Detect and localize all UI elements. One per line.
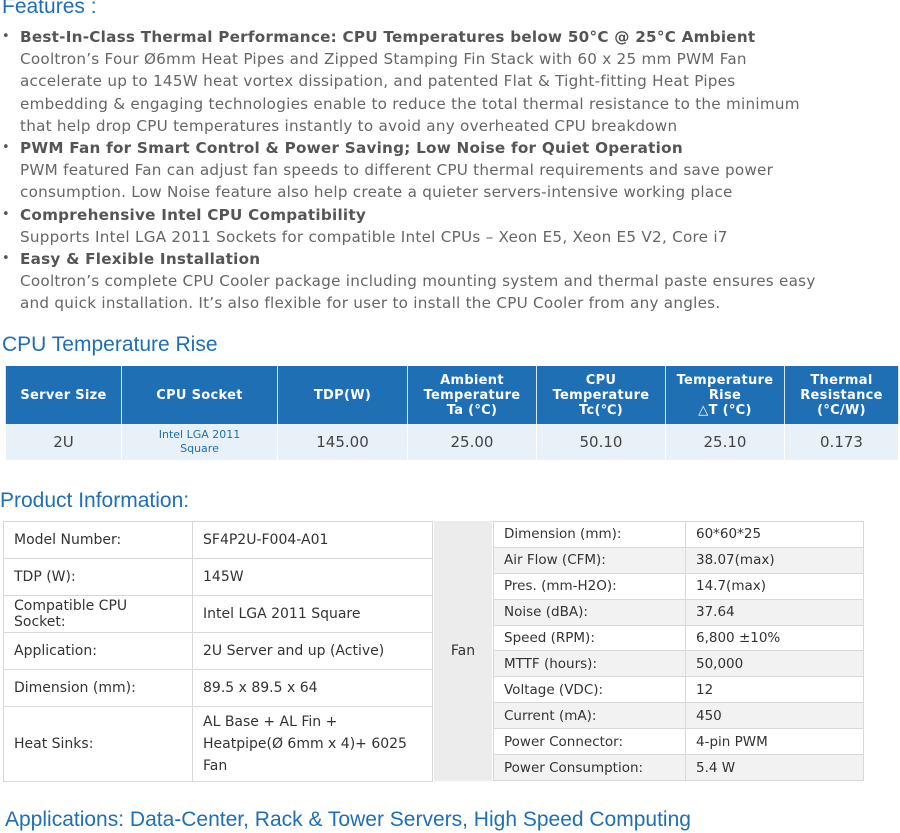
table-row (4, 633, 433, 670)
table-header-row (6, 366, 899, 424)
fan-spec-value: 14.7(max) (686, 573, 864, 599)
cell-temp-rise: 25.10 (666, 424, 785, 460)
feature-title: Comprehensive Intel CPU Compatibility (20, 205, 367, 224)
fan-spec-label: Speed (RPM): (494, 625, 686, 651)
header-thermal-resistance: Thermal Resistance (°C/W) (785, 366, 899, 424)
spec-value: 2U Server and up (Active) (193, 633, 433, 670)
header-tdp: TDP(W) (278, 366, 408, 424)
bullet-icon: • (2, 206, 10, 222)
fan-spec-value: 4-pin PWM (686, 729, 864, 755)
bullet-icon: • (2, 251, 10, 267)
product-spec-table (3, 521, 433, 782)
spec-label: Compatible CPU Socket: (4, 596, 193, 633)
fan-spec-value: 37.64 (686, 599, 864, 625)
feature-item (0, 204, 900, 248)
spec-value: SF4P2U-F004-A01 (193, 522, 433, 559)
fan-spec-label: Air Flow (CFM): (494, 547, 686, 573)
header-temp-rise: Temperature Rise △T (°C) (666, 366, 785, 424)
feature-title: PWM Fan for Smart Control & Power Saving; Low Noise for Quiet Operation (20, 139, 683, 158)
cell-tdp: 145.00 (278, 424, 408, 460)
fan-spec-label: Power Consumption: (494, 755, 686, 781)
temperature-table (5, 366, 899, 460)
fan-label: Fan (434, 521, 492, 781)
fan-spec-value: 38.07(max) (686, 547, 864, 573)
cell-server-size: 2U (6, 424, 122, 460)
cell-thermal-resistance: 0.173 (785, 424, 899, 460)
table-row (494, 729, 864, 755)
fan-spec-label: Power Connector: (494, 729, 686, 755)
fan-spec-value: 6,800 ±10% (686, 625, 864, 651)
table-row (494, 573, 864, 599)
features-list (0, 26, 900, 315)
spec-label: Dimension (mm): (4, 670, 193, 707)
table-row (494, 651, 864, 677)
table-row (494, 599, 864, 625)
fan-spec-table (493, 521, 864, 781)
spec-value: AL Base + AL Fin + Heatpipe(Ø 6mm x 4)+ 6025 Fan (193, 707, 433, 782)
fan-spec-label: Pres. (mm-H2O): (494, 573, 686, 599)
table-row (4, 596, 433, 633)
spec-label: Model Number: (4, 522, 193, 559)
table-row (6, 424, 899, 460)
table-row (494, 522, 864, 548)
feature-body: PWM featured Fan can adjust fan speeds to different CPU thermal requirements and save power consumption. Low Noise feature also help create a quieter servers-intensive working place (20, 161, 774, 202)
fan-spec-value: 12 (686, 677, 864, 703)
fan-spec-value: 5.4 W (686, 755, 864, 781)
fan-spec-label: MTTF (hours): (494, 651, 686, 677)
table-row (494, 677, 864, 703)
features-title: Features : (2, 0, 97, 18)
table-row (494, 625, 864, 651)
table-row (4, 522, 433, 559)
feature-body: Cooltron’s complete CPU Cooler package including mounting system and thermal paste ensures easy and quick installation. It’s also flexible for user to install the CPU Cooler from any angles. (20, 272, 816, 313)
spec-value: 145W (193, 559, 433, 596)
table-row (494, 547, 864, 573)
product-title: Product Information: (0, 489, 190, 512)
spec-value: 89.5 x 89.5 x 64 (193, 670, 433, 707)
fan-spec-value: 450 (686, 703, 864, 729)
feature-item (0, 137, 900, 204)
feature-title: Easy & Flexible Installation (20, 250, 261, 269)
feature-body: Supports Intel LGA 2011 Sockets for compatible Intel CPUs – Xeon E5, Xeon E5 V2, Core i7 (20, 227, 728, 246)
spec-label: TDP (W): (4, 559, 193, 596)
header-cpu-temp: CPU Temperature Tc(℃) (537, 366, 666, 424)
fan-spec-value: 50,000 (686, 651, 864, 677)
cell-cpu-socket: Intel LGA 2011 Square (122, 424, 278, 460)
spec-label: Application: (4, 633, 193, 670)
feature-body: Cooltron’s Four Ø6mm Heat Pipes and Zipped Stamping Fin Stack with 60 x 25 mm PWM Fan accelerate up to 145W heat vortex dissipation, and patented Flat & Tight-fitting Heat Pipes embedding & engaging technologies enable to reduce the total thermal resistance to the minimum that help drop CPU temperatures instantly to avoid any overheated CPU breakdown (20, 50, 800, 135)
temp-title: CPU Temperature Rise (2, 333, 218, 356)
feature-item (0, 248, 900, 315)
table-row (4, 707, 433, 782)
feature-item (0, 26, 900, 137)
table-row (4, 670, 433, 707)
header-server-size: Server Size (6, 366, 122, 424)
spec-label: Heat Sinks: (4, 707, 193, 782)
applications-title: Applications: Data-Center, Rack & Tower Servers, High Speed Computing (5, 808, 691, 831)
fan-spec-value: 60*60*25 (686, 522, 864, 548)
header-ambient-temp: Ambient Temperature Ta (°C) (408, 366, 537, 424)
fan-spec-label: Noise (dBA): (494, 599, 686, 625)
bullet-icon: • (2, 140, 10, 156)
bullet-icon: • (2, 29, 10, 44)
table-row (494, 755, 864, 781)
cell-ambient-temp: 25.00 (408, 424, 537, 460)
fan-spec-label: Voltage (VDC): (494, 677, 686, 703)
table-row (494, 703, 864, 729)
feature-title: Best-In-Class Thermal Performance: CPU Temperatures below 50°C @ 25°C Ambient (20, 28, 756, 46)
fan-spec-label: Dimension (mm): (494, 522, 686, 548)
cell-cpu-temp: 50.10 (537, 424, 666, 460)
spec-value: Intel LGA 2011 Square (193, 596, 433, 633)
header-cpu-socket: CPU Socket (122, 366, 278, 424)
fan-spec-label: Current (mA): (494, 703, 686, 729)
table-row (4, 559, 433, 596)
